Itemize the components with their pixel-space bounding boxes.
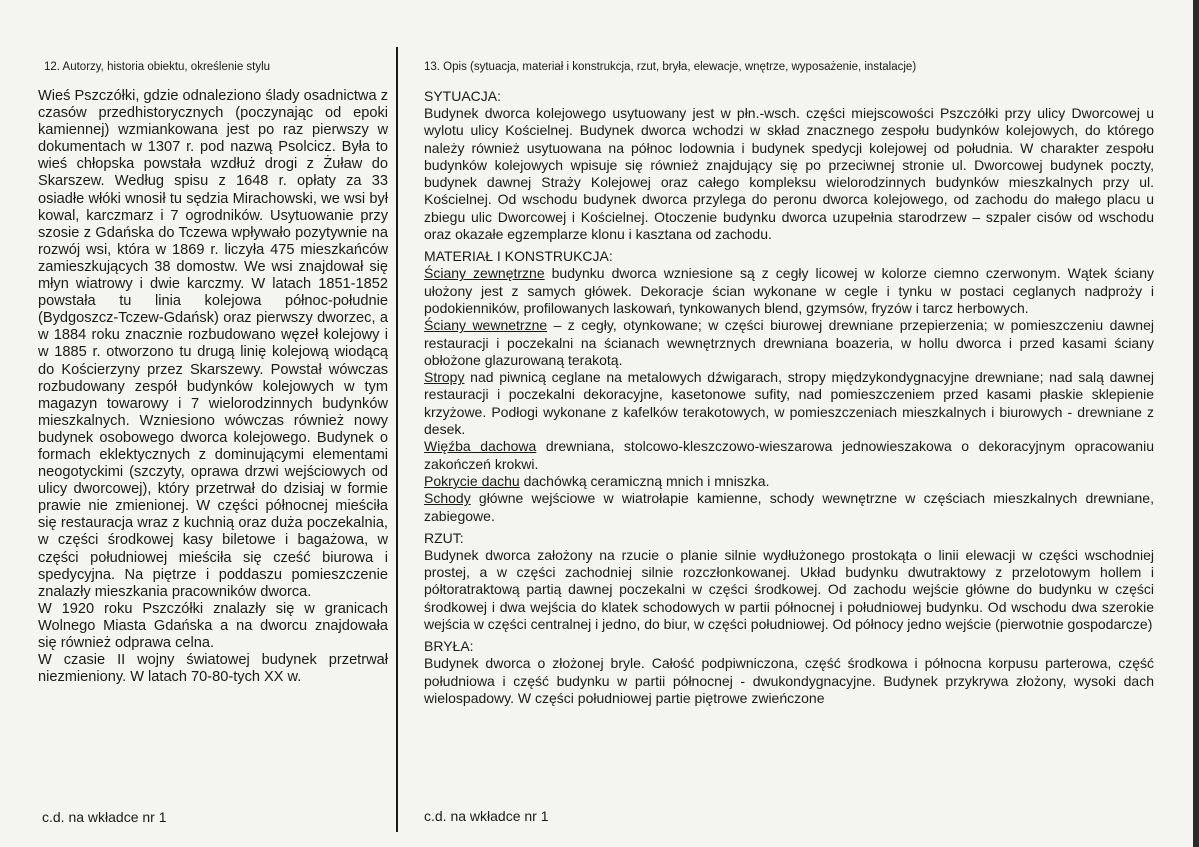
item-term: Ściany wewnetrzne [424, 317, 548, 334]
item-term: Ściany zewnętrzne [424, 265, 545, 282]
bryla-text: Budynek dworca o złożonej bryle. Całość podpiwniczona, część środkowa i północna korpusu parterowa, część południowa i część budynku w partii północnej - dwukondygnacyjne. Budynek przykrywa złożony, wysoki dach wielospadowy. W części południowej partie piętrowe zwieńczone [424, 655, 1154, 706]
section-sytuacja [424, 88, 1154, 243]
rzut-text: Budynek dworca założony na rzucie o planie silnie wydłużonego prostokąta o linii elewacji w części wschodniej prostej, a w części zachodniej silnie rozczłonkowanej. Układ budynku dwutraktowy z przelotowym hollem i półtoratraktową partią dawnej poczekalni w części środkowej. Od zachodu wejście główne do budynku w części środkowej i dwa wejścia do klatek schodowych w partii północnej i południowej budynku. Od wschodu dwa szerokie wejścia w części centralnej i jedno, do biur, w części południowej. Od północy jedno wejście (pierwotnie gospodarcze) [424, 546, 1154, 633]
sytuacja-title: SYTUACJA: [424, 88, 502, 104]
left-column [38, 60, 388, 686]
item-text: dachówką ceramiczną mnich i mniszka. [519, 472, 770, 489]
material-item [424, 490, 1154, 525]
left-column-header: 12. Autorzy, historia obiektu, określenie stylu [44, 61, 271, 73]
item-text: nad piwnicą ceglane na metalowych dźwigarach, stropy międzykondygnacyjne drewniane; nad salą dawnej restauracji i poczekalni dekoracyjne, kasetonowe sufity, nad pomieszczeniem przed kasami płaskie sklepienie krzyżowe. Podłogi wykonane z kafelków terakotowych, w pomieszczeniach mieszkalnych i biurowych - drewniane z desek. [424, 369, 1154, 438]
item-text: budynku dworca wzniesione są z cegły licowej w kolorze ciemno czerwonym. Wątek ściany ułożony jest z samych główek. Dekoracje ścian wykonane w cegle i tynku w postaci ceglanych nadproży i podokienników, profilowanych laskowań, tynkowanych blend, gzymsów, fryzów i tarcz herbowych. [424, 265, 1154, 316]
history-text: Wieś Pszczółki, gdzie odnaleziono ślady osadnictwa z czasów przedhistorycznych (poczynając od epoki kamiennej) wzmiankowana jest po raz pierwszy w dokumentach w 1307 r. pod nazwą Psolcicz. Była to wieś chłopska powstała wzdłuż drogi z Żuław do Skarszew. Według spisu z 1648 r. opłaty za 33 osiadłe włóki wnosił tu sędzia Mirachowski, we wsi był kowal, karczmarz i 7 ogrodników. Usytuowanie przy szosie z Gdańska do Tczewa wpływało pozytywnie na rozwój wsi, która w 1869 r. liczyła 475 mieszkańców zamieszkujących 38 domostw. We wsi znajdował się młyn wiatrowy i dwie karczmy. W latach 1851-1852 powstała tu linia kolejowa północ-południe (Bydgoszcz-Tczew-Gdańsk) oraz pierwszy dworzec, a w 1884 roku znacznie rozbudowano węzeł kolejowy i w 1885 r. otworzono tu drugą linię kolejową wiodącą do Kościerzyny przez Skarszewy. Powstał wówczas rozbudowany zespół budynków kolejowych w tym magazyn towarowy i 7 wielorodzinnych budynków mieszkalnych. Wzniesiono wówczas również nowy budynek osobowego dworca kolejowego. Budynek o formach eklektycznych z dominującymi elementami neogotyckimi (szczyty, oprawa drzwi wejściowych od ulicy dworcowej), który przetrwał do dzisiaj w formie prawie nie zmienionej. W części północnej mieściła się restauracja wraz z kuchnią oraz duża poczekalnia, w części środkowej kasy biletowe i bagażowa, w części południowej mieściła się cześć biurowa i spedycyjna. Na piętrze i poddaszu pomieszczenie znalazły mieszkania pracowników dworca. W 1920 roku Pszczółki znalazły się w granicach Wolnego Miasta Gdańska a na dworcu znajdowała się również odprawa celna. W czasie II wojny światowej budynek przetrwał niezmieniony. W latach 70-80-tych XX w. [38, 88, 388, 686]
column-divider [396, 47, 398, 832]
bryla-title: BRYŁA: [424, 638, 474, 655]
right-column-header: 13. Opis (sytuacja, materiał i konstrukcja, rzut, bryła, elewacje, wnętrze, wyposażenie, instalacje) [424, 61, 917, 73]
material-item [424, 369, 1154, 438]
item-text: – z cegły, otynkowane; w części biurowej drewniane przepierzenia; w pomieszczeniu dawnej restauracji i poczekalni na ścianach wewnętrznych drewniana boazeria, w hollu dworca i przed kasami ściany obłożone glazurowaną terakotą. [424, 317, 1154, 368]
item-term: Schody [424, 490, 471, 507]
item-text: drewniana, stolcowo-kleszczowo-wieszarowa jednowieszakowa o dekoracyjnym opracowaniu zakończeń krokwi. [424, 438, 1154, 472]
item-text: główne wejściowe w wiatrołapie kamienne, schody wewnętrzne w częściach mieszkalnych drewniane, zabiegowe. [424, 490, 1154, 524]
material-item [424, 438, 1154, 473]
right-continuation-note: c.d. na wkładce nr 1 [424, 808, 549, 824]
section-rzut [424, 530, 1154, 633]
right-column [424, 60, 1154, 712]
material-item [424, 317, 1154, 369]
section-material [424, 248, 1154, 524]
scan-edge [1193, 0, 1199, 847]
item-term: Stropy [424, 369, 465, 386]
rzut-title: RZUT: [424, 529, 464, 546]
sytuacja-text: Budynek dworca kolejowego usytuowany jest w płn.-wsch. części miejscowości Pszczółki przy ulicy Dworcowej u wylotu ulicy Kościelnej. Budynek dworca wchodzi w skład znacznego zespołu budynków kolejowych, do którego należy również usytuowana na północ lodownia i budynek spedycji kolejowej od południa. W charakter zespołu budynków kolejowych wpisuje się również znajdujący się po przeciwnej stronie ul. Dworcowej budynek poczty, budynek dawnej Straży Kolejowej oraz całego kompleksu wielorodzinnych budynków mieszkalnych przy ul. Kościelnej. Od wschodu budynek dworca przylega do peronu dworca kolejowego, od zachodu do małego placu u zbiegu ulic Dworcowej i Kościelnej. Otoczenie budynku dworca uzupełnia starodrzew – szpaler cisów od wschodu oraz okazałe egzemplarze klonu i kasztana od zachodu. [424, 105, 1154, 243]
section-bryla [424, 638, 1154, 707]
left-continuation-note: c.d. na wkładce nr 1 [42, 809, 167, 825]
item-term: Pokrycie dachu [424, 472, 520, 489]
material-item [424, 473, 1154, 490]
item-term: Więźba dachowa [424, 438, 537, 455]
material-title: MATERIAŁ I KONSTRUKCJA: [424, 248, 613, 265]
material-item [424, 265, 1154, 317]
